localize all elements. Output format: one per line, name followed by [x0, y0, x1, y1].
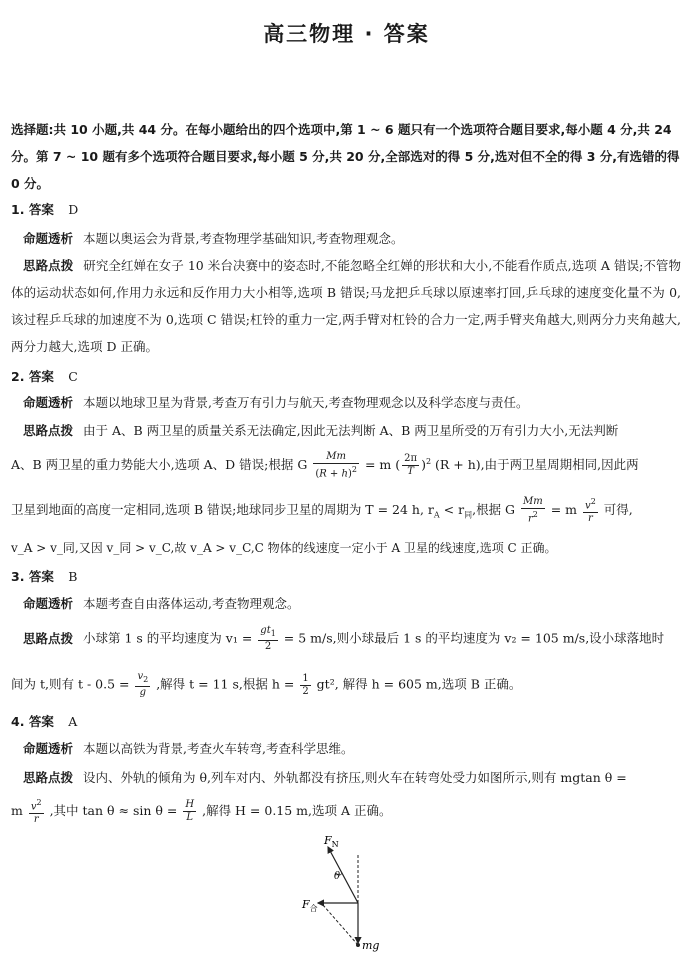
normal-force-arrow — [328, 847, 358, 903]
q2-text-2a: A、B 两卫星的重力势能大小,选项 A、D 错误;根据 G — [11, 457, 308, 473]
q3-text-2a: 间为 t,则有 t - 0.5 = — [11, 676, 130, 692]
silu-label: 思路点拨 — [23, 630, 74, 646]
q4-silu-line1 — [11, 768, 683, 786]
q2-fraction-v2r: $\frac{v^2}{r}$ — [585, 497, 596, 525]
q2-period-term: ( $\frac{2\pi}{T}$ )$^2$ — [395, 453, 432, 478]
mingti-label: 命题透析 — [23, 231, 74, 246]
q3-number: 3. — [11, 569, 25, 584]
q1-mingti — [11, 225, 681, 252]
answer-label: 答案 — [28, 202, 54, 217]
q4-text-2b: ,其中 tan θ ≈ sin θ = — [49, 803, 178, 819]
q3-text-1b: = 5 m/s,则小球最后 1 s 的平均速度为 v₂ = 105 m/s,设小球落地时 — [283, 630, 665, 646]
q2-text-3b: < r — [439, 502, 465, 518]
q3-text-2c: gt², 解得 h = 605 m,选项 B 正确。 — [316, 676, 522, 692]
q4-text-2a: m — [11, 803, 23, 819]
q2-text-3c: ,根据 G — [472, 502, 516, 518]
force-diagram — [298, 833, 398, 953]
q2-answer — [11, 367, 78, 385]
mingti-label: 命题透析 — [23, 741, 74, 756]
q2-letter: C — [68, 369, 78, 384]
q4-mingti-text: 本题以高铁为背景,考查火车转弯,考查科学思维。 — [83, 741, 354, 756]
q3-silu-line2 — [11, 671, 683, 699]
q3-text-2b: ,解得 t = 11 s,根据 h = — [156, 676, 295, 692]
q1-mingti-text: 本题以奥运会为背景,考查物理学基础知识,考查物理观念。 — [83, 231, 404, 246]
silu-label: 思路点拨 — [23, 770, 74, 785]
q4-mingti — [11, 739, 683, 757]
q3-silu-line1 — [11, 625, 683, 653]
q3-mingti — [11, 594, 683, 612]
mg-label: mg — [362, 939, 380, 952]
theta-label: θ — [334, 871, 341, 882]
q1-answer — [11, 200, 78, 218]
fn-label: $F_N$ — [324, 834, 339, 849]
q4-fraction-hl: $\frac{H}{L}$ — [185, 799, 195, 824]
q1-letter: D — [68, 202, 79, 217]
q2-text-3e: 可得, — [603, 502, 633, 518]
answer-label: 答案 — [28, 369, 54, 384]
q2-silu-line3: 卫星到地面的高度一定相同,选项 B 错误;地球同步卫星的周期为 T = 24 h, $r_A < r_同$,根据 G $\frac{Mm}{r^2}$ = m $\frac{v^2}{r}$ 可得, — [11, 496, 633, 525]
mg-to-fn-dashed — [323, 905, 358, 945]
page-title: 高三物理 · 答案 — [263, 22, 430, 46]
q1-silu — [11, 252, 681, 360]
fhe-label: $F_合$ — [302, 898, 318, 913]
mg-point — [356, 943, 360, 947]
q4-text-2c: ,解得 H = 0.15 m,选项 A 正确。 — [202, 803, 392, 819]
silu-label: 思路点拨 — [23, 258, 74, 273]
q2-text-1: 由于 A、B 两卫星的质量关系无法确定,因此无法判断 A、B 两卫星所受的万有引力大小,无法判断 — [83, 423, 619, 438]
q2-silu-line4: v_A > v_同,又因 v_同 > v_C,故 v_A > v_C,C 物体的线速度一定小于 A 卫星的线速度,选项 C 正确。 — [11, 541, 557, 555]
q3-text-1a: 小球第 1 s 的平均速度为 v₁ = — [83, 630, 253, 646]
mingti-label: 命题透析 — [23, 596, 74, 611]
section-intro: 选择题:共 10 小题,共 44 分。在每小题给出的四个选项中,第 1 ~ 6 题只有一个选项符合题目要求,每小题 4 分,共 24 分。第 7 ~ 10 题有多个选项符合题目要求,每小题 5 分,共 20 分,全部选对的得 5 分,选对但不全的得 3 分,有选错的得 0 分。 — [11, 122, 680, 191]
q4-answer — [11, 712, 77, 730]
q4-text-1: 设内、外轨的倾角为 θ,列车对内、外轨都没有挤压,则火车在转弯处受力如图所示,则有 mgtan θ = — [83, 770, 627, 785]
q2-number: 2. — [11, 369, 25, 384]
silu-label: 思路点拨 — [23, 423, 74, 438]
q3-answer — [11, 567, 77, 585]
q2-text-2b: = m — [364, 457, 392, 473]
q2-silu-line2 — [11, 451, 683, 480]
q1-number: 1. — [11, 202, 25, 217]
q2-mingti — [11, 393, 683, 411]
q4-silu-line2 — [11, 797, 683, 826]
q4-fraction-v2r: $\frac{v^2}{r}$ — [30, 798, 42, 826]
q3-fraction-vg: $\frac{v_2}{g}$ — [137, 671, 149, 698]
mingti-label: 命题透析 — [23, 395, 74, 410]
q3-fraction-half: $\frac{1}{2}$ — [302, 672, 309, 697]
answer-label: 答案 — [28, 569, 54, 584]
q2-silu-line1 — [11, 421, 683, 439]
q2-text-3a: 卫星到地面的高度一定相同,选项 B 错误;地球同步卫星的周期为 T = 24 h, r — [11, 502, 434, 518]
q2-fraction-gravity: $\frac{Mm}{(R + h)^2}$ — [315, 451, 357, 480]
q1-silu-text: 研究全红婵在女子 10 米台决赛中的姿态时,不能忽略全红婵的形状和大小,不能看作质点,选项 A 错误;不管物体的运动状态如何,作用力永远和反作用力大小相等,选项 B 错误;马龙把乒乓球以原速率打回,乒乓球的速度变化量不为 0,该过程乒乓球的加速度不为 0,选项 C 错误;杠铃的重力一定,两手臂对杠铃的合力一定,两手臂夹角越大,则两分力夹角越大,两分力越大,选项 D 正确。 — [11, 258, 681, 354]
q2-text-3d: = m — [550, 502, 578, 518]
q4-letter: A — [68, 714, 78, 729]
q2-text-2c: (R + h),由于两卫星周期相同,因此两 — [435, 457, 639, 473]
q2-mingti-text: 本题以地球卫星为背景,考查万有引力与航天,考查物理观念以及科学态度与责任。 — [83, 395, 529, 410]
q3-fraction-gt: $\frac{gt_1}{2}$ — [260, 625, 276, 652]
q4-number: 4. — [11, 714, 25, 729]
q3-mingti-text: 本题考查自由落体运动,考查物理观念。 — [83, 596, 300, 611]
answer-label: 答案 — [28, 714, 54, 729]
q3-letter: B — [68, 569, 78, 584]
q2-fraction-mm: $\frac{Mm}{r^2}$ — [523, 496, 543, 525]
